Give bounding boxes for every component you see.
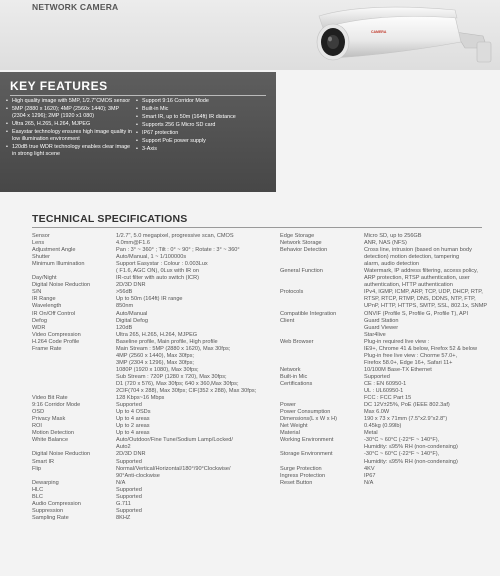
spec-row — [280, 268, 492, 289]
feature-item: • Ultra 265, H.265, H.264, MJPEG — [6, 121, 134, 128]
spec-value-line: Auto/Manual, 1 ~ 1/100000s — [116, 254, 187, 261]
spec-value-line: UPnP, HTTP, HTTPS, SMTP, SSL, 802.1x, SNMP — [364, 303, 488, 310]
spec-row — [280, 240, 492, 247]
spec-row — [280, 289, 492, 310]
spec-row — [280, 374, 492, 381]
feature-item: • Support 9:16 Corridor Mode — [136, 98, 274, 105]
spec-value-line: ARP protection, RTSP authentication, user — [364, 275, 470, 282]
spec-label: Suppression — [32, 507, 64, 514]
feature-item: • Support PoE power supply — [136, 138, 274, 145]
spec-row — [280, 402, 492, 409]
spec-value-line: IE9+, Chrome 41 & below, Firefox 52 & below — [364, 345, 478, 352]
spec-value-line: 10/100M Base-TX Ethernet — [364, 366, 432, 373]
spec-row — [280, 430, 492, 437]
spec-value-line: IPv4, IGMP, ICMP, ARP, TCP, UDP, DHCP, RTP, — [364, 289, 483, 296]
feature-item: • Easystar technology ensures high image quality in low illumination environment — [6, 129, 134, 143]
spec-label: OSD — [32, 409, 45, 416]
spec-value-line: G.711 — [116, 500, 131, 507]
spec-label: Certifications — [280, 380, 313, 387]
spec-value — [364, 381, 492, 402]
spec-label: Dewarping — [32, 479, 59, 486]
header-banner — [0, 0, 500, 70]
spec-value-line: 2D/3D DNR — [116, 451, 146, 458]
spec-value-line: 190 x 73 x 71mm (7.5"x2.9"x2.8") — [364, 416, 448, 423]
spec-value-line: Metal — [364, 430, 378, 437]
spec-label: Video Compression — [32, 331, 81, 338]
spec-value-line: authentication, HTTP authentication — [364, 282, 453, 289]
spec-label: Lens — [32, 240, 45, 247]
spec-value-line: FCC : FCC Part 15 — [364, 395, 412, 402]
spec-row — [32, 233, 272, 240]
spec-row — [32, 430, 272, 437]
spec-value — [364, 437, 492, 451]
spec-row — [32, 311, 272, 318]
spec-row — [32, 395, 272, 402]
spec-label: HLC — [32, 486, 44, 493]
spec-value-line: N/A — [364, 479, 374, 486]
spec-value-line: Supported — [116, 458, 142, 465]
spec-label: Smart IR — [32, 458, 55, 465]
spec-label: Power — [280, 402, 296, 409]
spec-label: Material — [280, 430, 300, 437]
spec-value-line: Max 6.0W — [364, 409, 390, 416]
spec-label: Edge Storage — [280, 233, 315, 239]
spec-value — [116, 247, 272, 254]
spec-label: BLC — [32, 493, 43, 500]
specs-right-column — [280, 233, 492, 487]
bullet-camera-image — [305, 2, 495, 68]
spec-value-line: 8KHZ — [116, 514, 131, 521]
spec-value-line: N/A — [116, 479, 126, 486]
feature-item: • Smart IR, up to 50m (164ft) IR distance — [136, 114, 274, 121]
spec-value-line: Cross line, intrusion (based on human body — [364, 247, 472, 254]
spec-value-line: Humidity: ≤95% RH (non-condensing) — [364, 444, 458, 451]
spec-value-line: Humidity: ≤95% RH (non-condensing) — [364, 458, 458, 465]
spec-label: Behavior Detection — [280, 247, 328, 254]
spec-value — [364, 268, 492, 289]
spec-value-line: 1/2.7", 5.0 megapixel, progressive scan, CMOS — [116, 233, 234, 239]
spec-value — [116, 466, 272, 480]
spec-value-line: 4.0mm@F1.6 — [116, 240, 150, 247]
spec-label: Compatible Integration — [280, 310, 337, 317]
spec-row — [280, 480, 492, 487]
spec-value — [116, 487, 272, 494]
spec-label: H.264 Code Profile — [32, 338, 80, 345]
feature-item: • 3-Axis — [136, 146, 274, 153]
spec-value — [364, 318, 492, 339]
spec-label: Motion Detection — [32, 430, 74, 437]
spec-label: Protocols — [280, 289, 304, 296]
spec-value-line: D1 (720 x 576), Max 30fps; 640 x 360,Max 30fps; — [116, 380, 239, 387]
spec-row — [32, 282, 272, 289]
spec-value-line: -30°C ~ 60°C (-22°F ~ 140°F), — [364, 437, 440, 444]
spec-value-line: 850nm — [116, 303, 134, 310]
spec-value-line: Plug-in required live view : — [364, 338, 430, 345]
spec-value-line: Ultra 265, H.265, H.264, MJPEG — [116, 331, 198, 338]
spec-value — [116, 430, 272, 437]
spec-value — [364, 240, 492, 247]
spec-value — [116, 318, 272, 325]
spec-value — [364, 367, 492, 374]
spec-value — [364, 423, 492, 430]
spec-row — [280, 381, 492, 402]
key-features-right-list — [136, 98, 274, 154]
page-title: NETWORK CAMERA — [32, 2, 119, 12]
spec-label: Working Environment — [280, 437, 334, 444]
divider — [10, 95, 266, 96]
spec-value — [364, 473, 492, 480]
spec-value — [116, 346, 272, 395]
spec-label: Network Storage — [280, 240, 322, 247]
spec-value — [116, 451, 272, 458]
spec-label: Reset Button — [280, 479, 313, 486]
spec-label: Shutter — [32, 254, 51, 261]
spec-value-line: Guard Station — [364, 317, 399, 324]
spec-value — [364, 466, 492, 473]
feature-item: • 5MP (2880 x 1620); 4MP (2560x 1440); 3MP (2304 x 1296); 2MP (1920 x1 080) — [6, 106, 134, 120]
spec-row — [280, 233, 492, 240]
spec-row — [32, 332, 272, 339]
spec-row — [32, 494, 272, 501]
spec-label: Digital Noise Reduction — [32, 282, 91, 289]
spec-value-line: Up to 4 OSDs — [116, 409, 151, 416]
spec-row — [280, 423, 492, 430]
spec-label: Sensor — [32, 233, 50, 239]
spec-value — [364, 311, 492, 318]
spec-row — [32, 318, 272, 325]
spec-value-line: Up to 50m (164ft) IR range — [116, 296, 183, 303]
spec-value — [116, 515, 272, 522]
spec-row — [280, 409, 492, 416]
spec-value — [116, 311, 272, 318]
spec-row — [32, 437, 272, 451]
spec-label: Dimensions(L x W x H) — [280, 416, 337, 423]
spec-row — [280, 311, 492, 318]
spec-value — [116, 423, 272, 430]
spec-label: Digital Noise Reduction — [32, 451, 91, 458]
spec-label: Ingress Protection — [280, 472, 326, 479]
spec-row — [280, 247, 492, 268]
spec-row — [280, 437, 492, 451]
spec-row — [32, 261, 272, 275]
spec-row — [32, 423, 272, 430]
spec-value-line: 2D/3D DNR — [116, 282, 146, 289]
spec-value-line: 90°Anti-clockwise — [116, 472, 160, 479]
spec-row — [32, 303, 272, 310]
spec-value-line: Guard Viewer — [364, 324, 399, 331]
spec-row — [32, 409, 272, 416]
spec-value-line: IP67 — [364, 472, 376, 479]
spec-row — [280, 473, 492, 480]
spec-label: White Balance — [32, 437, 69, 444]
spec-value-line: Pan : 3° ~ 360° ; Tilt : 0° ~ 90° ; Rotate : 3° ~ 360° — [116, 247, 240, 254]
spec-value — [364, 233, 492, 240]
spec-label: Video Bit Rate — [32, 395, 68, 402]
spec-label: Built-in Mic — [280, 373, 308, 380]
spec-value-line: 3MP (2304 x 1296), Max 30fps; — [116, 359, 194, 366]
spec-value — [116, 233, 272, 240]
spec-label: Defog — [32, 317, 47, 324]
spec-row — [32, 451, 272, 458]
spec-label: Flip — [32, 465, 42, 472]
spec-row — [280, 416, 492, 423]
specifications-title: TECHNICAL SPECIFICATIONS — [32, 213, 188, 225]
spec-value — [364, 451, 492, 465]
spec-value-line: DC 12V±25%, PoE (IEEE 802.3af) — [364, 402, 450, 409]
spec-row — [280, 318, 492, 339]
spec-row — [32, 508, 272, 515]
spec-value-line: CE : EN 60950-1 — [364, 380, 407, 387]
spec-row — [32, 339, 272, 346]
spec-label: Minimum Illumination — [32, 261, 85, 268]
spec-label: WDR — [32, 324, 46, 331]
spec-row — [280, 451, 492, 465]
feature-item: • High quality image with 5MP, 1/2.7"CMOS sensor — [6, 98, 134, 105]
spec-value-line: Support Easystar : Colour : 0.003Lux — [116, 261, 208, 268]
spec-value-line: Supported — [116, 507, 142, 514]
spec-value — [116, 339, 272, 346]
spec-label: S/N — [32, 289, 42, 296]
spec-value-line: 0.45kg (0.99lb) — [364, 423, 402, 430]
spec-value-line: ANR, NAS (NFS) — [364, 240, 407, 247]
spec-value-line: 2CIF(704 x 288), Max 30fps; CIF(352 x 288), Max 30fps; — [116, 388, 257, 395]
feature-item: • 120dB true WDR technology enables clear image in strong light scene — [6, 144, 134, 158]
spec-value-line: 4MP (2560 x 1440), Max 30fps; — [116, 352, 194, 359]
spec-value-line: Up to 4 areas — [116, 416, 150, 423]
spec-value-line: Watermark, IP address filtering, access policy, — [364, 268, 478, 275]
spec-label: Network — [280, 366, 301, 373]
spec-value — [364, 289, 492, 310]
key-features-title: KEY FEATURES — [10, 79, 108, 93]
spec-value — [116, 332, 272, 339]
spec-row — [32, 501, 272, 508]
spec-value — [116, 261, 272, 275]
spec-value — [364, 339, 492, 367]
spec-label: Client — [280, 317, 295, 324]
spec-value-line: >56dB — [116, 289, 133, 296]
spec-value — [116, 275, 272, 282]
spec-row — [32, 480, 272, 487]
spec-value — [364, 416, 492, 423]
spec-label: IR Range — [32, 296, 56, 303]
spec-value — [364, 430, 492, 437]
spec-value-line: Auto2 — [116, 444, 131, 451]
spec-value-line: Auto/Outdoor/Fine Tune/Sodium Lamp/Locked/ — [116, 437, 233, 444]
spec-value-line: Digital Defog — [116, 317, 149, 324]
spec-row — [32, 240, 272, 247]
spec-value-line: detection) motion detection, tampering — [364, 254, 460, 261]
spec-value — [116, 395, 272, 402]
spec-row — [32, 515, 272, 522]
spec-value — [116, 254, 272, 261]
specs-left-column — [32, 233, 272, 522]
spec-label: Day/Night — [32, 275, 57, 282]
spec-label: Audio Compression — [32, 500, 81, 507]
spec-value — [364, 402, 492, 409]
spec-label: Adjustment Angle — [32, 247, 76, 254]
spec-row — [32, 466, 272, 480]
spec-value — [116, 459, 272, 466]
spec-value-line: Plug-in free live view : Chorme 57.0+, — [364, 352, 458, 359]
spec-value — [116, 240, 272, 247]
spec-value-line: -30°C ~ 60°C (-22°F ~ 140°F), — [364, 451, 440, 458]
feature-item: • IP67 protection — [136, 130, 274, 137]
spec-row — [32, 325, 272, 332]
spec-value-line: 1080P (1920 x 1080), Max 30fps; — [116, 366, 199, 373]
spec-value-line: Up to 4 areas — [116, 430, 150, 437]
spec-value — [116, 303, 272, 310]
spec-label: Wavelength — [32, 303, 62, 310]
spec-value-line: IR-cut filter with auto switch (ICR) — [116, 275, 199, 282]
spec-value-line: Supported — [116, 493, 142, 500]
spec-value-line: Auto/Manual — [116, 310, 148, 317]
spec-label: Power Consumption — [280, 409, 331, 416]
spec-row — [32, 296, 272, 303]
spec-label: Privacy Mask — [32, 416, 66, 423]
spec-row — [32, 289, 272, 296]
spec-value — [364, 374, 492, 381]
spec-row — [32, 459, 272, 466]
spec-value-line: RTSP, RTCP, RTMP, DNS, DDNS, NTP, FTP, — [364, 296, 476, 303]
spec-value — [364, 247, 492, 268]
spec-value — [364, 480, 492, 487]
spec-value-line: alarm, audio detection — [364, 261, 420, 268]
spec-label: IR On/Off Control — [32, 310, 76, 317]
spec-label: General Function — [280, 268, 323, 275]
spec-value — [116, 508, 272, 515]
spec-value — [116, 296, 272, 303]
spec-value — [116, 289, 272, 296]
spec-row — [280, 339, 492, 367]
feature-item: • Supports 256 G Micro SD card — [136, 122, 274, 129]
spec-row — [32, 487, 272, 494]
spec-value — [116, 494, 272, 501]
spec-label: Net Weight — [280, 423, 308, 430]
spec-row — [32, 346, 272, 395]
spec-value-line: 4KV — [364, 465, 375, 472]
spec-value-line: Star4live — [364, 331, 386, 338]
key-features-left-list — [6, 98, 134, 159]
spec-label: ROI — [32, 423, 42, 430]
spec-value — [116, 480, 272, 487]
spec-value — [116, 501, 272, 508]
spec-row — [32, 402, 272, 409]
spec-label: Sampling Rate — [32, 514, 69, 521]
spec-value-line: Micro SD, up to 256GB — [364, 233, 422, 239]
spec-value-line: 128 Kbps~16 Mbps — [116, 395, 165, 402]
spec-value-line: Baseline profile, Main profile, High profile — [116, 338, 218, 345]
feature-item: • Built-in Mic — [136, 106, 274, 113]
spec-label: Frame Rate — [32, 345, 62, 352]
spec-value — [116, 416, 272, 423]
spec-label: Storage Environment — [280, 451, 333, 458]
spec-value — [116, 402, 272, 409]
spec-value-line: Up to 2 areas — [116, 423, 150, 430]
spec-label: 9:16 Corridor Mode — [32, 402, 81, 409]
spec-value-line: Normal/Vertical/Horizontal/180°/90°Clockwise/ — [116, 465, 231, 472]
spec-label: Surge Protection — [280, 465, 322, 472]
spec-value-line: Supported — [116, 402, 142, 409]
spec-value-line: Supported — [116, 486, 142, 493]
spec-value-line: ONVIF (Profile S, Profile G, Profile T), API — [364, 310, 469, 317]
key-features-panel — [0, 72, 276, 192]
spec-value-line: ( F1.6, AGC ON), 0Lux with IR on — [116, 268, 200, 275]
spec-label: Web Browser — [280, 338, 314, 345]
spec-row — [280, 367, 492, 374]
spec-row — [280, 466, 492, 473]
spec-row — [32, 275, 272, 282]
spec-row — [32, 254, 272, 261]
spec-value-line: 120dB — [116, 324, 133, 331]
spec-value — [116, 437, 272, 451]
spec-value — [364, 409, 492, 416]
spec-value-line: Supported — [364, 373, 390, 380]
spec-value — [116, 282, 272, 289]
spec-value — [116, 325, 272, 332]
spec-row — [32, 247, 272, 254]
spec-value-line: Sub Stream : 720P (1280 x 720), Max 30fps; — [116, 373, 227, 380]
divider — [32, 227, 482, 228]
spec-value — [116, 409, 272, 416]
spec-value-line: Main Stream : 5MP (2880 x 1620), Max 30fps; — [116, 345, 231, 352]
brand-logo: CAMERA — [371, 30, 387, 34]
spec-value-line: Firefox 58.0+, Edge 16+, Safari 11+ — [364, 359, 453, 366]
spec-value-line: UL : UL60950-1 — [364, 388, 404, 395]
spec-row — [32, 416, 272, 423]
